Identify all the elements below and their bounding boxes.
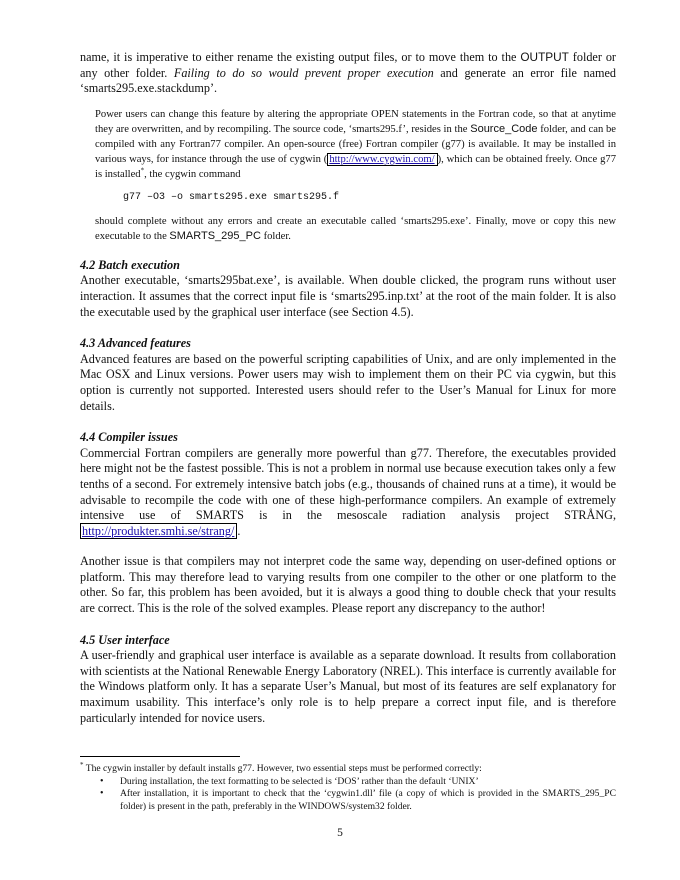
compile-command: g77 –O3 –o smarts295.exe smarts295.f [123,191,340,203]
footnote-mark: * [80,760,84,769]
footnote-list [80,776,616,814]
intro-paragraph [80,50,616,97]
section-text-batch: Another executable, ‘smarts295bat.exe’, is available. When double clicked, the program runs without user interaction. It assumes that the correct input file is ‘smarts295.inp.txt’ at the root of the main folder. It is also the executable used by the graphical user interface (see Section 4.5). [80,273,616,319]
note-text: ), which can be obtained freely. Once g77 is installed [95,153,616,180]
footnote-marker: * [140,166,145,175]
section-heading-advanced: 4.3 Advanced features [80,336,191,351]
cygwin-link[interactable]: http://www.cygwin.com/ [327,153,437,166]
bullet-icon: • [100,788,104,800]
section-heading-ui: 4.5 User interface [80,632,170,647]
footnote [80,760,616,813]
footnote-bullet-text: During installation, the text formatting to be selected is ‘DOS’ rather than the default ‘UNIX’ [120,775,479,787]
intro-text: folder or any other folder. [80,50,616,80]
note-text: should complete without any errors and create an executable called ‘smarts295.exe’. Finally, move or copy this new executable to the [95,215,616,242]
page-number: 5 [337,827,343,839]
section-text-compiler [80,446,616,540]
section-text-ui: A user-friendly and graphical user interface is available as a separate download. It results from collaboration with scientists at the National Renewable Energy Laboratory (NREL). This interface is currently available for the Windows platform only. It has a separate User’s Manual, but most of its features are self explanatory for maximum usability. This interface’s only role is to help prepare a correct input file, and is therefore particularly intended for novice users. [80,648,616,725]
intro-text: name, it is imperative to either rename the existing output files, or to move them to the [80,50,521,64]
intro-text: and generate an error file named ‘smarts295.exe.stackdump’. [80,65,616,96]
document-body [80,50,616,726]
section-text-advanced: Advanced features are based on the powerful scripting capabilities of Unix, and are only implemented in the Mac OSX and Linux versions. Power users may wish to implement them on their PC via cygwin, but this option is currently not supported. Interested users should refer to the User’s Manual for Linux for more details. [80,351,616,413]
strang-link[interactable]: http://produkter.smhi.se/strang/ [80,523,237,539]
footnote-rule [80,756,240,757]
note-text: , the cygwin command [144,168,241,180]
intro-emphasis: Failing to do so would prevent proper execution [173,65,434,80]
footnote-text: The cygwin installer by default installs g77. However, two essential steps must be performed correctly: [83,763,482,774]
smarts-folder-name: SMARTS_295_PC [169,229,261,242]
note-text: folder, and can be compiled with any Fortran77 compiler. An open-source (free) Fortran compiler (g77) is available. It may be installed in various ways, for instance through the use of cygwin ( [95,123,617,165]
footnote-bullet-text: After installation, it is important to check that the ‘cygwin1.dll’ file (a copy of which is provided in the SMARTS_295_PC folder) is present in the path, preferably in the WINDOWS/system32 folder. [120,788,616,812]
footnote-bullet-item [80,788,616,813]
compiler-text: . [237,523,241,538]
section-text-compiler-2: Another issue is that compilers may not interpret code the same way, depending on user-defined options or platform. This may therefore lead to varying results from one compiler to the other or one platform to the other. So far, this problem has been avoided, but it is always a good thing to double check that your results are correct. This is the role of the solved examples. Please report any discrepancy to the author! [80,554,616,616]
footnote-intro [80,760,616,776]
power-user-note [95,107,616,244]
note-paragraph [95,214,616,244]
footnote-bullet-item [80,776,616,789]
section-heading-batch: 4.2 Batch execution [80,257,180,272]
output-folder-name: OUTPUT [520,50,569,64]
source-code-folder-name: Source_Code [470,122,538,135]
note-text: Power users can change this feature by altering the appropriate OPEN statements in the Fortran code, so that at anytime they are overwritten, and by recompiling. The source code, ‘smarts295.f’, resides in the [95,108,616,135]
section-heading-compiler: 4.4 Compiler issues [80,430,178,445]
note-paragraph [95,107,616,182]
note-text: folder. [260,230,291,242]
compiler-text: Commercial Fortran compilers are generally more powerful than g77. Therefore, the executables provided here might not be the fastest possible. This is not a problem in normal use because execution takes only a few tenths of a second. For extremely intensive batch jobs (e.g., thousands of chained runs at a time), it would be advisable to recompile the code with one of these high-performance compilers. An example of extremely intensive use of SMARTS is in the mesoscale radiation analysis project STRÅNG, [80,445,616,523]
bullet-icon: • [100,775,104,787]
